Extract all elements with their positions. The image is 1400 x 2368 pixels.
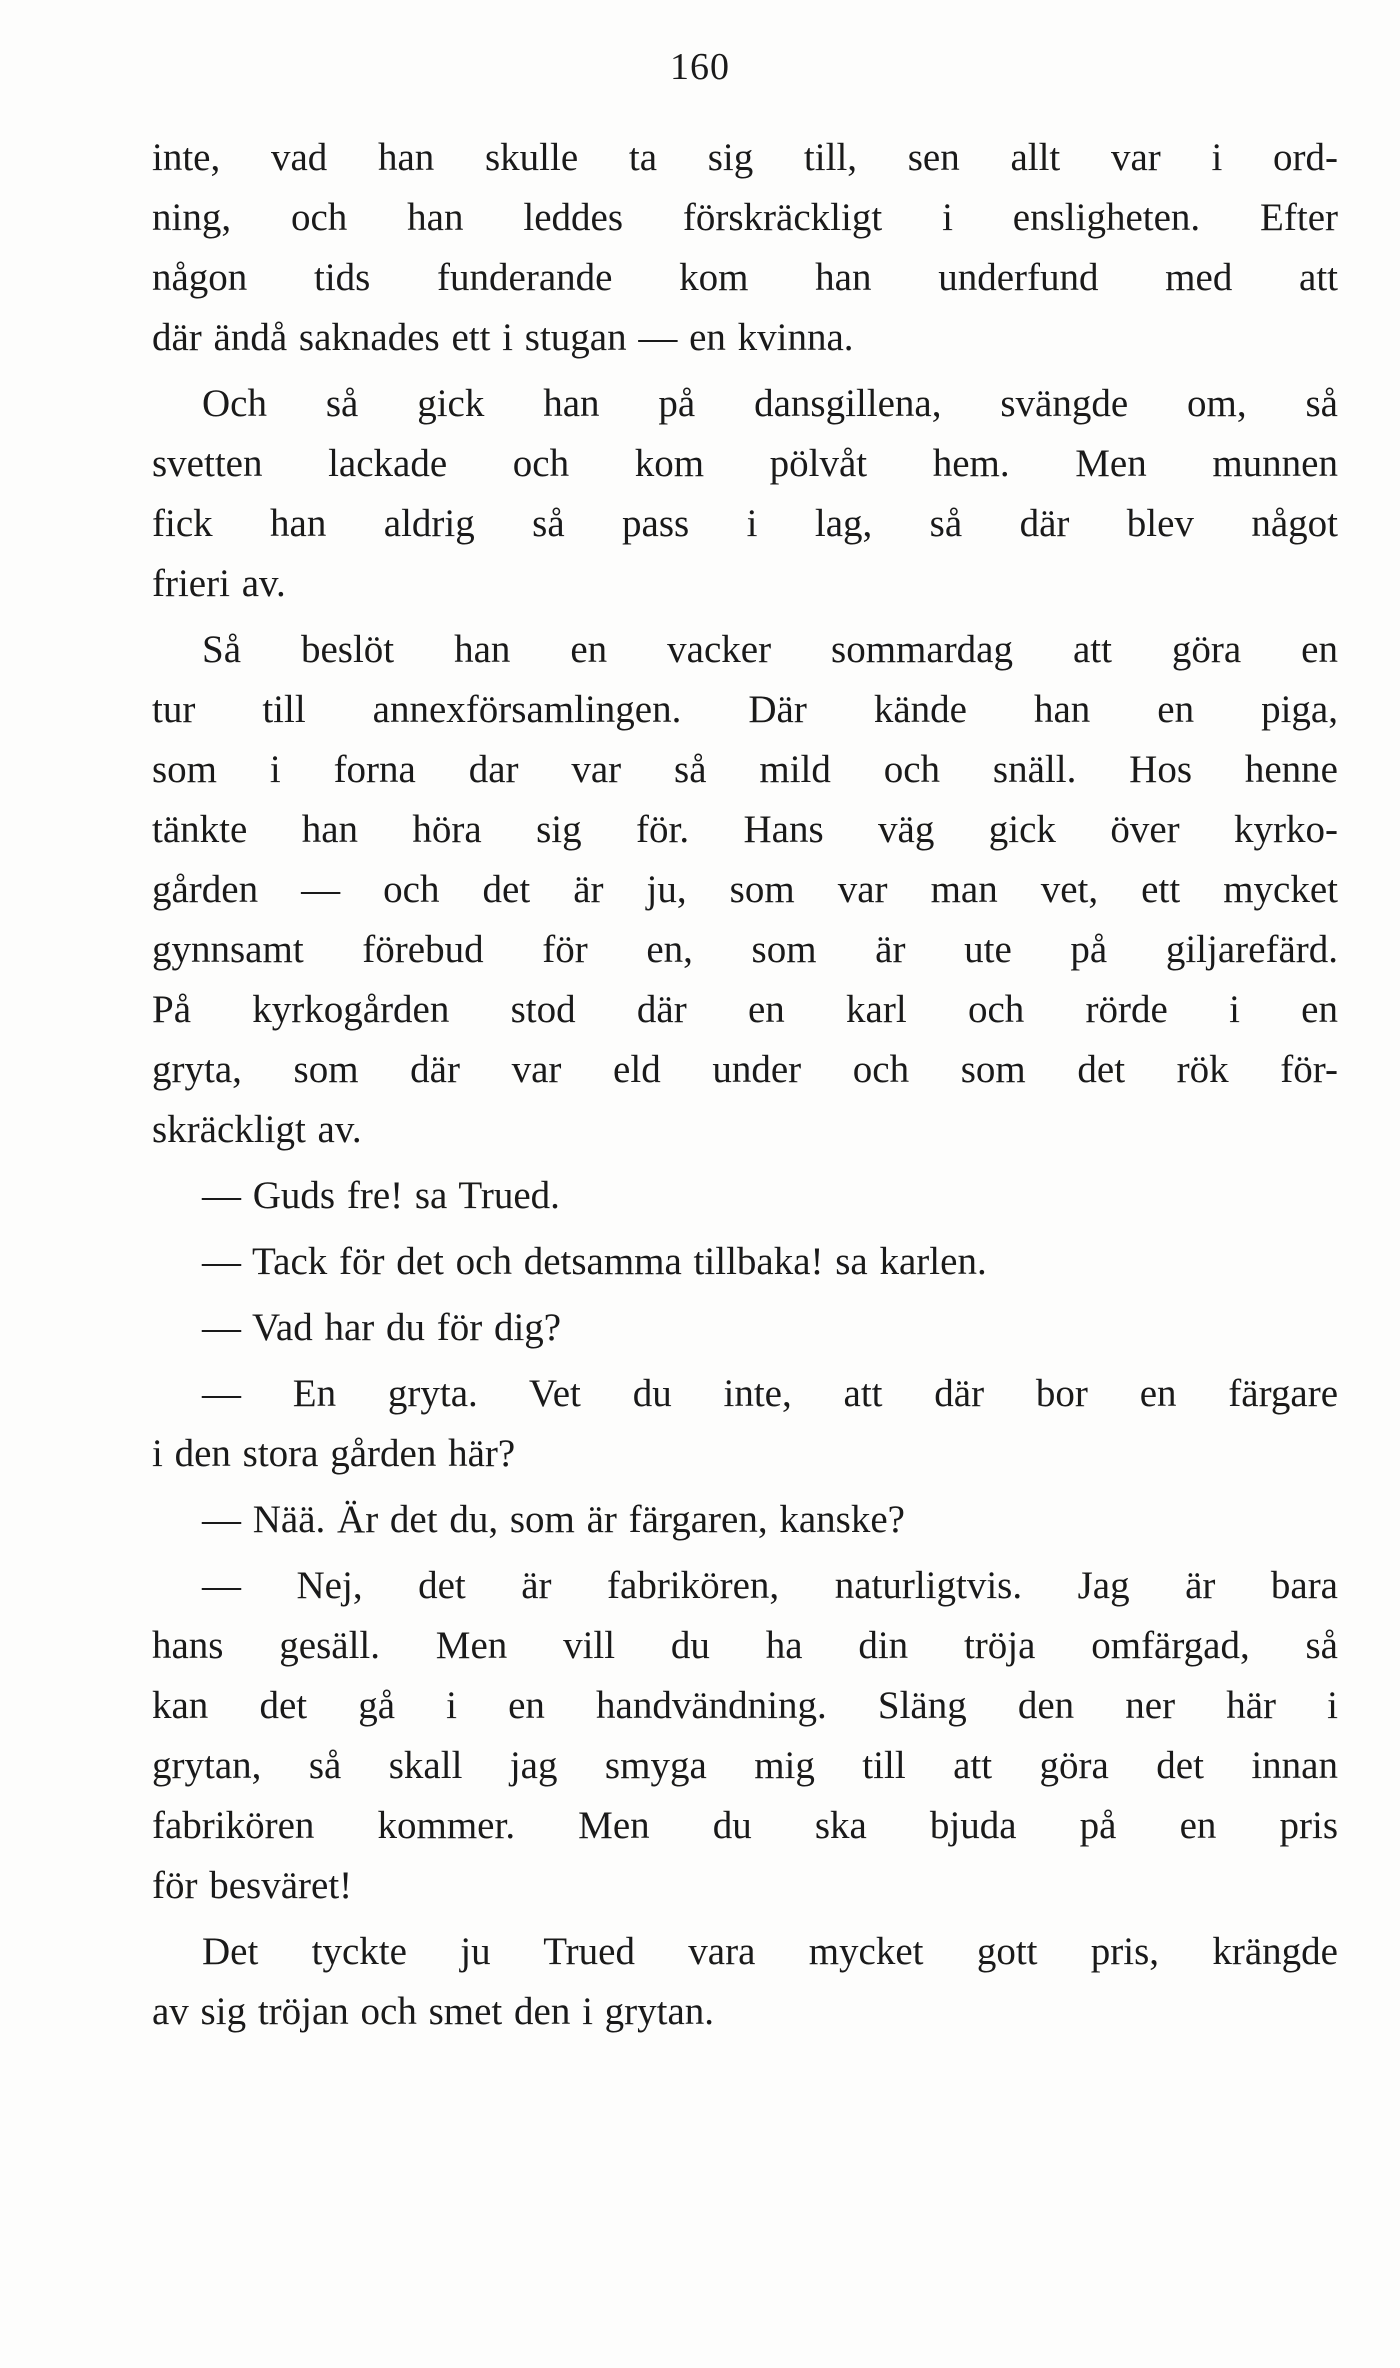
text-line: svetten lackade och kom pölvåt hem. Men munnen	[152, 442, 1338, 485]
text-line: — Nej, det är fabrikören, naturligtvis. Jag är bara	[202, 1564, 1338, 1607]
paragraph	[152, 1298, 1338, 1358]
paragraph	[152, 620, 1338, 1160]
text-line: i den stora gården här?	[152, 1432, 516, 1475]
text-line: för besväret!	[152, 1864, 353, 1907]
paragraph	[152, 374, 1338, 614]
page-number: 160	[670, 46, 730, 88]
text-line: kan det gå i en handvändning. Släng den ner här i	[152, 1684, 1338, 1727]
text-line: — Tack för det och detsamma tillbaka! sa karlen.	[202, 1240, 987, 1283]
text-line: av sig tröjan och smet den i grytan.	[152, 1990, 715, 2033]
text-line: hans gesäll. Men vill du ha din tröja omfärgad, så	[152, 1624, 1338, 1667]
text-line: Det tyckte ju Trued vara mycket gott pris, krängde	[202, 1930, 1338, 1973]
text-line: fick han aldrig så pass i lag, så där blev något	[152, 502, 1338, 545]
paragraph	[152, 1364, 1338, 1484]
text-line: grytan, så skall jag smyga mig till att göra det innan	[152, 1744, 1338, 1787]
text-line: gryta, som där var eld under och som det rök för-	[152, 1048, 1338, 1091]
text-line: skräckligt av.	[152, 1108, 362, 1151]
paragraph	[152, 1166, 1338, 1226]
text-line: — Vad har du för dig?	[202, 1306, 562, 1349]
text-line: gården — och det är ju, som var man vet, ett mycket	[152, 868, 1338, 911]
body-text	[152, 128, 1338, 2042]
text-line: inte, vad han skulle ta sig till, sen allt var i ord-	[152, 136, 1338, 179]
text-line: som i forna dar var så mild och snäll. Hos henne	[152, 748, 1338, 791]
paragraph	[152, 128, 1338, 368]
paragraph	[152, 1232, 1338, 1292]
text-line: gynnsamt förebud för en, som är ute på giljarefärd.	[152, 928, 1338, 971]
text-line: Och så gick han på dansgillena, svängde om, så	[202, 382, 1338, 425]
text-line: På kyrkogården stod där en karl och rörde i en	[152, 988, 1338, 1031]
text-line: tur till annexförsamlingen. Där kände han en piga,	[152, 688, 1338, 731]
text-line: någon tids funderande kom han underfund med att	[152, 256, 1338, 299]
paragraph	[152, 1490, 1338, 1550]
text-line: ning, och han leddes förskräckligt i ensligheten. Efter	[152, 196, 1338, 239]
paragraph	[152, 1556, 1338, 1916]
paragraph	[152, 1922, 1338, 2042]
text-line: där ändå saknades ett i stugan — en kvinna.	[152, 316, 854, 359]
text-line: fabrikören kommer. Men du ska bjuda på en pris	[152, 1804, 1338, 1847]
text-line: Så beslöt han en vacker sommardag att göra en	[202, 628, 1338, 671]
text-line: tänkte han höra sig för. Hans väg gick över kyrko-	[152, 808, 1338, 851]
text-line: — Nää. Är det du, som är färgaren, kanske?	[202, 1498, 905, 1541]
text-line: — Guds fre! sa Trued.	[202, 1174, 560, 1217]
text-line: frieri av.	[152, 562, 286, 605]
text-line: — En gryta. Vet du inte, att där bor en färgare	[202, 1372, 1338, 1415]
